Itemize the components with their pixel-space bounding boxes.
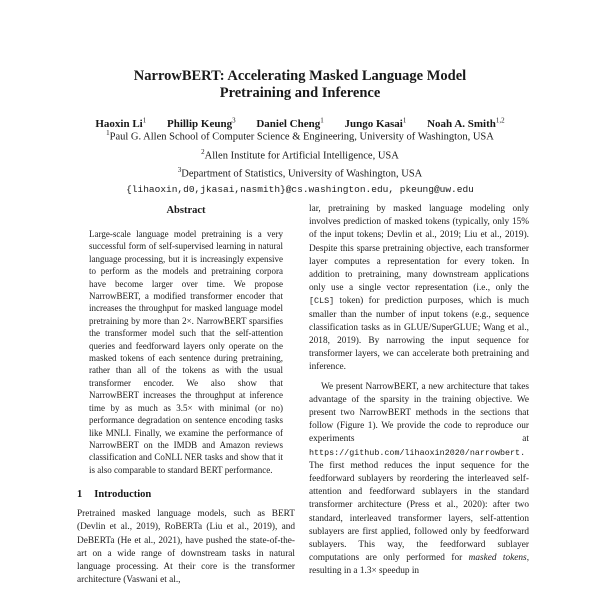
author-affil-mark: 1,2 [495, 116, 505, 124]
author-affil-mark: 1 [320, 116, 324, 124]
author-name: Noah A. Smith [427, 117, 496, 130]
paragraph-text: We present NarrowBERT, a new architecture that takes advantage of the sparsity in the training objective. We present two NarrowBERT methods in the sections that follow (Figure 1). We provide the code to reproduce our experiments at [309, 381, 529, 445]
intro-paragraph: Pretrained masked language models, such as BERT (Devlin et al., 2019), RoBERTa (Liu et al., 2019), and DeBERTa (He et al., 2021), have pushed the state-of-the-art on a wide range of downstream tasks in natural language processing. At their core is the transformer architecture (Vaswani et al., [77, 509, 295, 586]
section-heading-introduction [77, 489, 295, 500]
author-name: Jungo Kasai [344, 117, 403, 130]
author-emails: {lihaoxin,d0,jkasai,nasmith}@cs.washington.edu, pkeung@uw.edu [126, 183, 474, 195]
abstract-heading: Abstract [166, 205, 206, 216]
affiliation [0, 145, 600, 164]
paragraph-text: lar, pretraining by masked language modeling only involves prediction of masked tokens (typically, only 15% of the input tokens; Devlin et al., 2019; Liu et al., 2019). Despite this sparse pretraining objective, each transformer layer computes a representation for every token. In addition to pretraining, many downstream applications only use a single vector representation (i.e., only the [309, 204, 529, 294]
affil-mark: 1 [106, 129, 110, 137]
affiliation [0, 126, 600, 145]
paragraph-text: , resulting in a 1.3× speedup in [309, 553, 530, 577]
affil-text: Allen Institute for Artificial Intelligence, USA [204, 150, 399, 161]
affil-text: Department of Statistics, University of Washington, USA [181, 168, 423, 180]
body-paragraph [309, 203, 529, 375]
paper-title [0, 68, 600, 102]
author-name: Haoxin Li [95, 117, 143, 130]
title-line-2: Pretraining and Inference [219, 85, 381, 101]
affil-mark: 3 [177, 166, 182, 174]
title-line-1: NarrowBERT: Accelerating Masked Language Model [133, 68, 467, 84]
author-affil-mark: 1 [142, 116, 147, 124]
paragraph-text: The first method reduces the input sequence for the feedforward sublayers by reordering the interleaved self-attention and feedforward sublayers in the standard transformer architecture (Press et al., 2020): after two standard, interleaved transformer layers, self-attention sublayers are first applied, followed only by feedforward sublayers. This way, the feedforward sublayer computations are only performed for [309, 460, 529, 564]
cls-token: [CLS] [309, 296, 335, 307]
affil-mark: 2 [201, 147, 205, 156]
emphasis-text: masked tokens [468, 553, 527, 564]
body-paragraph [309, 381, 529, 579]
author-affil-mark: 3 [232, 116, 236, 124]
author-name: Phillip Keung [166, 117, 233, 130]
paragraph-text: token) for prediction purposes, which is much smaller than the number of input tokens (e.g., sequence classification tasks as in GLUE/SuperGLUE; Wang et al., 2018, 2019). By narrowing the input sequence for transformer layers, we can accelerate both pretraining and inference. [309, 296, 529, 373]
affil-text: Paul G. Allen School of Computer Science & Engineering, University of Washington, USA [109, 131, 494, 143]
right-column [309, 203, 529, 579]
section-title: Introduction [94, 489, 152, 501]
affiliations [0, 126, 600, 197]
affiliation [0, 163, 600, 182]
abstract-text: Large-scale language model pretraining is a very successful form of self-supervised learning in natural language processing, but it is increasingly expensive to perform as the models and pretraining corpora have become larger over time. We propose NarrowBERT, a modified transformer encoder that increases the throughput for masked language model pretraining by more than 2×. NarrowBERT sparsifies the transformer model such that the self-attention queries and feedforward layers only operate on the masked tokens of each sentence during pretraining, rather than all of the tokens as with the usual transformer encoder. We also show that NarrowBERT increases the throughput at inference time by as much as 3.5× with minimal (or no) performance degradation on sentence encoding tasks like MNLI. Finally, we examine the performance of NarrowBERT on the IMDB and Amazon reviews classification and CoNLL NER tasks and show that it is also comparable to standard BERT performance. [89, 229, 283, 475]
author-name: Daniel Cheng [256, 117, 321, 130]
left-column [77, 203, 295, 587]
section-number: 1 [77, 489, 83, 501]
code-url-link[interactable]: https://github.com/lihaoxin2020/narrowbert. [309, 447, 526, 458]
author-affil-mark: 1 [402, 116, 407, 124]
